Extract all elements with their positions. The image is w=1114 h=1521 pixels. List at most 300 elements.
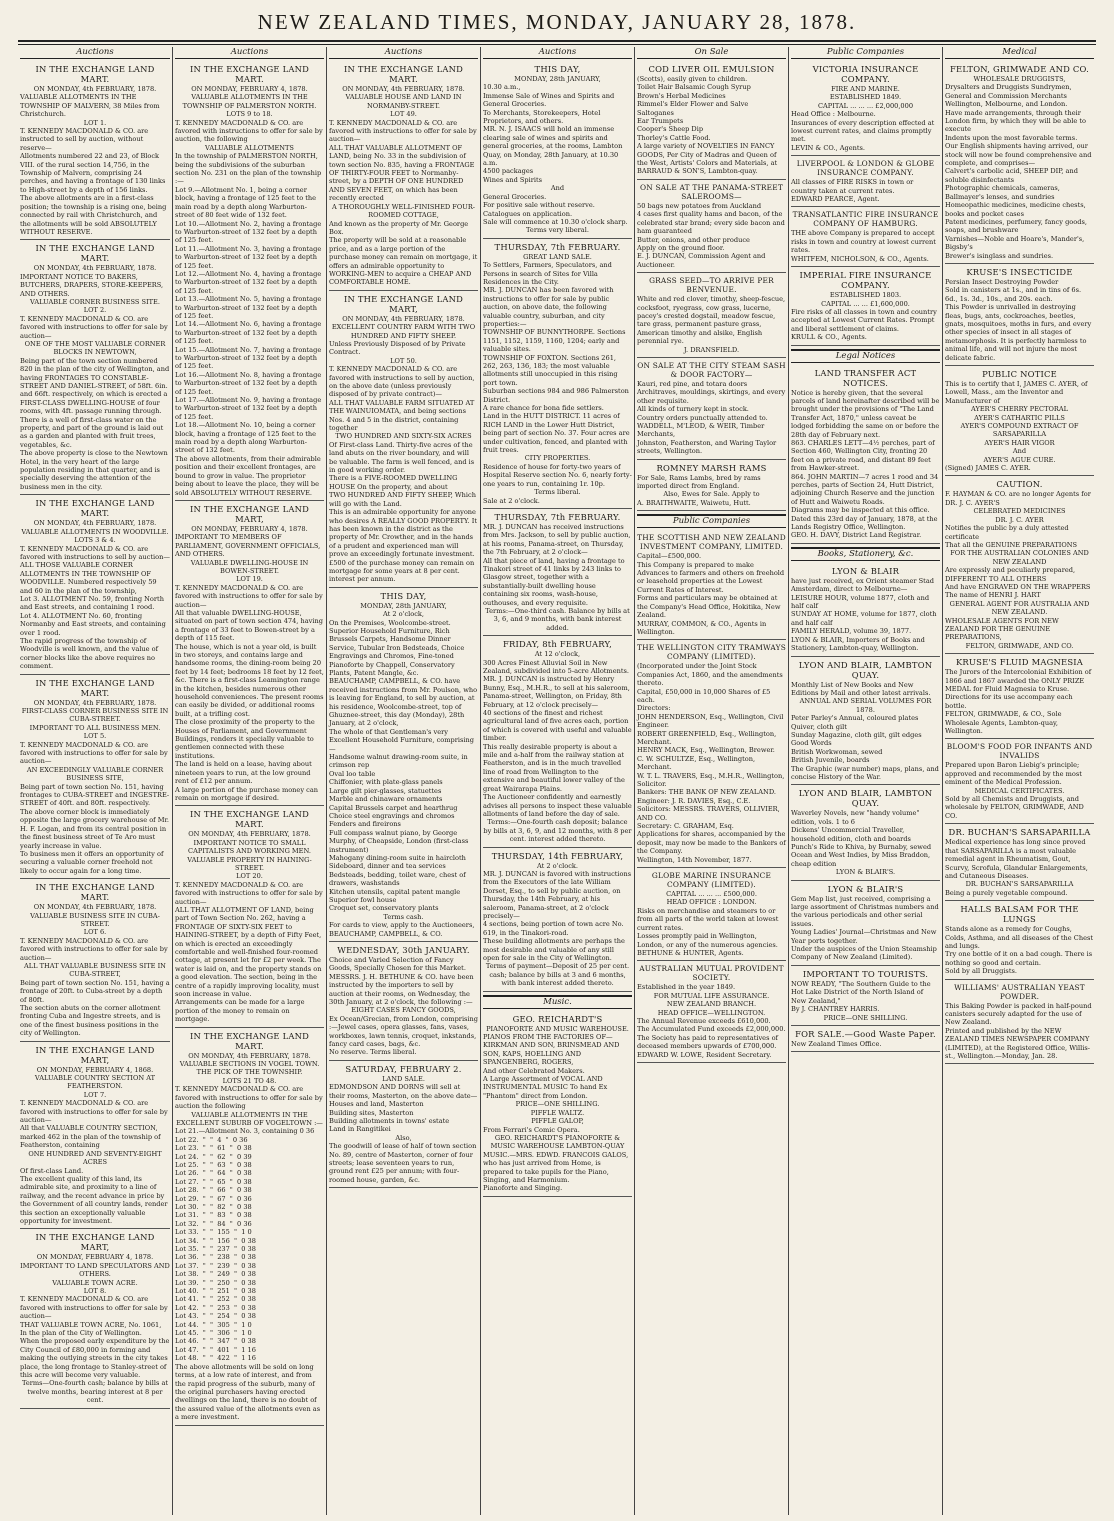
advertisement-line: T. KENNEDY MACDONALD & CO. are favored with instructions to offer for sale by auction—	[20, 740, 170, 766]
advertisement	[791, 61, 940, 156]
advertisement-line: These building allotments are perhaps the most desirable and valuable of any still open for sale in the City of Wellington.	[483, 937, 627, 962]
section-heading: Public Companies	[637, 514, 786, 528]
advertisement-line: All kinds of turnery kept in stock.	[637, 405, 749, 414]
advertisement-line: Good Words	[791, 739, 832, 748]
column-heading: Medical	[945, 47, 1094, 59]
advertisement-line: Lot 10.—Allotment No. 2, having a frontage to Warburton-street of 132 feet by a depth of 125 feet.	[175, 219, 324, 245]
advertisement-line: Young Ladies' Journal—Christmas and New Year ports together.	[791, 928, 939, 945]
advertisement	[791, 881, 940, 966]
advertisement-heading: THE WELLINGTON CITY TRAMWAYS COMPANY (LIMITED).	[637, 643, 786, 662]
advertisement-line: Bedsteads, bedding, toilet ware, chest of drawers, washstands	[329, 870, 468, 888]
advertisement-line: Saltoganes	[637, 108, 674, 117]
advertisement-heading: GEO. REICHARDT'S	[512, 1013, 603, 1024]
advertisement-line: To Settlers, Farmers, Speculators, and Persons in search of Sites for Villa Residences in the City.	[483, 261, 614, 286]
advertisement-line: F. HAYMAN & CO. are no longer Agents for DR. J. C. AYER'S	[945, 490, 1093, 507]
advertisement-line: Chiffonier, with plate-glass panels	[329, 778, 443, 787]
advertisement-heading: IN THE EXCHANGE LAND MART.	[189, 809, 310, 830]
advertisement-heading: LYON & BLAIR	[831, 565, 900, 576]
advertisement-line: In the township of PALMERSTON NORTH, being the subdivisions of the suburban section No. 231 on the plan of the township :—	[175, 152, 324, 186]
advertisement-line: The whole of that Gentleman's very Excellent Household Furniture, comprising—	[329, 727, 474, 753]
advertisement-line: VALUABLE DWELLING-HOUSE IN BOWEN-STREET.	[190, 558, 311, 575]
advertisement-line: AYER'S AGUE CURE.	[983, 455, 1056, 464]
advertisement-line: C. W. SCHULTZE, Esq., Wellington, Merchant.	[637, 754, 758, 772]
advertisement	[945, 739, 1094, 824]
advertisement-heading: TRANSATLANTIC FIRE INSURANCE COMPANY OF HAMBURG.	[792, 210, 939, 229]
advertisement-line: Lot 17.—Allotment No. 9, having a frontage to Warburton-street of 132 feet by a depth of 125 feet.	[175, 396, 324, 421]
advertisement-line: Lot 12.—Allotment No. 4, having a frontage to Warburton-street of 132 feet by a depth of 125 feet.	[175, 269, 324, 295]
advertisement-line: This Baking Powder is packed in half-pound canisters securely adapted for the use of New Zealand.	[945, 1001, 1094, 1027]
advertisement-line: Lot 35. " " 237 " 0 38	[175, 1245, 256, 1253]
advertisement-line: T. KENNEDY MACDONALD & CO. are favored with instructions to offer for sale by auction the following	[175, 1085, 325, 1111]
advertisement-line: Being part of town section No. 151, having frontages to CUBA-STREET and INGESTRE-STREET of 40ft. and 80ft. respectively.	[20, 782, 170, 808]
advertisement-heading: THE SCOTTISH AND NEW ZEALAND INVESTMENT COMPANY, LIMITED.	[637, 533, 786, 552]
advertisement-line: The name of HENRI J. HART	[945, 591, 1041, 600]
advertisement	[483, 636, 632, 847]
advertisement-line: Terms very liberal.	[526, 226, 589, 235]
advertisement	[483, 848, 632, 992]
advertisement-line: VALUABLE BUSINESS SITE IN CUBA-STREET.	[30, 911, 160, 928]
advertisement	[483, 239, 632, 509]
advertisement-line: Directors:	[637, 704, 671, 713]
advertisement-line: Prepared upon Baron Liebig's principle; approved and recommended by the most eminent of the Medical Profession.	[945, 761, 1085, 787]
advertisement-line: The above property is close to the Newtown Hotel, in the very heart of the large population residing in that quarter, and is specially deserving the attention of the business men in the city.	[20, 449, 170, 491]
advertisement-line: MR. J. DUNCAN has been favored with instructions to offer for sale by public auction, on above date, the following valuable country, suburban, and city properties:—	[483, 286, 616, 328]
advertisement-line: EDMONDSON AND DORNS will sell at their rooms, Masterton, on the above date—	[329, 1083, 478, 1100]
advertisement-line: PIFFLE WALTZ.	[530, 1108, 585, 1117]
advertisement-line: VALUABLE TOWN ACRE.	[52, 1278, 138, 1287]
advertisement-line: The above allotments, from their admirable position and their excellent frontages, are bound to grow in value. The proprietor being about to leave the place, they will be sold ABSOLUTELY WITHOUT RESERVE.	[175, 454, 323, 497]
advertisement-heading: AUSTRALIAN MUTUAL PROVIDENT SOCIETY.	[639, 964, 784, 983]
advertisement-line: New Zealand Times Office.	[791, 1039, 882, 1048]
advertisement-line: And known as the property of Mr. George Box.	[329, 219, 471, 236]
advertisement	[637, 961, 786, 1063]
advertisement-line: A. BRAITHWAITE, Waiwetu, Hutt.	[637, 498, 751, 507]
advertisement	[945, 476, 1094, 654]
advertisement-line: Capital, £50,000 in 10,000 Shares of £5 each.	[637, 687, 773, 704]
advertisement-line: On the Premises, Woolcombe-street.	[329, 618, 451, 627]
advertisement-line: MURRAY, COMMON, & CO., Agents in Wellington.	[637, 619, 769, 636]
advertisement	[20, 675, 170, 880]
advertisement	[329, 1061, 478, 1188]
advertisement-heading: BLOOM'S FOOD FOR INFANTS AND INVALIDS	[946, 742, 1093, 761]
advertisement-line: HEAD OFFICE—WELLINGTON.	[657, 1008, 766, 1017]
advertisement-line: Brewer's isinglass and sundries.	[945, 251, 1054, 260]
advertisement-line: TWO HUNDRED AND SIXTY-SIX ACRES	[335, 432, 472, 441]
advertisement-line: Superior Household Furniture, Rich Brussels Carpets, Handsome Dinner Service, Tubular Iron Bedsteads, Choice Engravings and Chromos, Fine-toned Pianoforte by Chappell, Conservatory Plants, Patent Mangle, &c.	[329, 626, 467, 677]
advertisement-line: Ocean and West Indies, by Miss Braddon, cheap edition	[791, 851, 933, 868]
advertisement-line: Building allotments in towns' estate	[329, 1116, 450, 1125]
advertisement-line: In the plan of the City of Wellington.	[20, 1329, 142, 1337]
column-heading: Auctions	[483, 47, 632, 59]
column-heading: On Sale	[637, 47, 786, 59]
advertisement	[945, 61, 1094, 264]
advertisement-line: Lot 22. " " 4 " 0 36	[175, 1135, 248, 1144]
advertisement-line: British Juvenile, boards	[791, 756, 870, 765]
advertisement-line: MESSRS. J. H. BETHUNE & CO. have been instructed by the importers to sell by auction at their rooms, on Wednesday, the 30th January, at 2 o'clock, the following :—	[329, 972, 476, 1007]
advertisement-line: VALUABLE ALLOTMENTS IN THE TOWNSHIP OF PALMERSTON NORTH.	[182, 93, 317, 110]
advertisement-line: TWO HUNDRED AND FIFTY SHEEP, Which will go with the Land.	[329, 491, 479, 508]
advertisement-line: The property will be sold at a reasonable price, and as a large portion of the purchase money can remain on mortgage, it offers an admirable opportunity to WORKING-MEN to acquire a CHEAP AND COMFORTABLE HOME.	[329, 236, 480, 287]
advertisement-heading: FRIDAY, 8th FEBRUARY,	[503, 639, 612, 650]
advertisement-line: Sideboard, dinner and tea services	[329, 862, 446, 871]
advertisement-line: Homeopathic medicines, medicine chests, books and pocket cases	[945, 201, 1088, 218]
advertisement-line: Applications for shares, accompanied by the deposit, may now be made to the Bankers of the Company.	[637, 830, 788, 856]
advertisement-heading: IN THE EXCHANGE LAND MART.	[35, 677, 155, 698]
advertisement-line: This Company is prepared to make Advances to farmers and others on freehold or leasehold properties at the Lowest Current Rates of Interest.	[637, 560, 787, 594]
advertisement-line: Lot 32. " " 84 " 0 36	[175, 1219, 252, 1228]
advertisement-heading: IMPERIAL FIRE INSURANCE COMPANY.	[799, 270, 932, 291]
advertisement	[483, 509, 632, 636]
masthead-rule-thin	[18, 44, 1096, 45]
advertisement-line: A THOROUGHLY WELL-FINISHED FOUR-ROOMED COTTAGE,	[331, 202, 476, 220]
advertisement	[791, 365, 940, 544]
advertisement	[20, 61, 170, 240]
advertisement	[637, 273, 786, 358]
advertisement-line: Lot 27. " " 65 " 0 38	[175, 1177, 252, 1186]
advertisement	[791, 156, 940, 207]
advertisement-line: FELTON, GRIMWADE, AND CO.	[965, 641, 1074, 650]
advertisement	[945, 901, 1094, 979]
advertisement-line: ON MONDAY, 4th FEBRUARY, 1878.	[188, 1051, 311, 1060]
advertisement-line: Immense Sale of Wines and Spirits and General Groceries.	[483, 91, 617, 109]
advertisement-line: Dickens' Uncommercial Traveller, household edition, cloth and boards	[791, 826, 911, 843]
advertisement-heading: ROMNEY MARSH RAMS	[656, 462, 767, 473]
column-heading: Auctions	[329, 47, 478, 59]
advertisement-heading: SATURDAY, FEBRUARY 2.	[345, 1063, 462, 1074]
advertisement-heading: GRASS SEED—TO ARRIVE PER BENVENUE.	[649, 276, 774, 295]
advertisement-line: Are expressly and peculiarly prepared, DIFFERENT TO ALL OTHERS	[945, 566, 1078, 583]
advertisement-line: T. KENNEDY MACDONALD & CO. are favored with instructions to offer for sale by auction—	[175, 880, 325, 906]
advertisement	[637, 61, 786, 180]
advertisement-line: MONDAY, 28th JANUARY,	[360, 601, 447, 610]
advertisement-line: The Annual Revenue exceeds £610,000.	[637, 1016, 771, 1025]
advertisement-line: SUNDAY AT HOME, volume for 1877, cloth and half calf	[791, 610, 939, 627]
advertisement-line: 300 Acres Finest Alluvial Soil in New Zealand, subdivided into 5-acre Allotments.	[483, 658, 629, 675]
advertisement-line: WHOLESALE AGENTS FOR NEW ZEALAND FOR THE GENUINE PREPARATIONS,	[945, 616, 1061, 642]
advertisement-line: Stands alone as a remedy for Coughs, Colds, Asthma, and all diseases of the Chest and lungs.	[945, 925, 1096, 950]
advertisement-line: 40 sections of the finest and richest agricultural land of five acres each, portion of which is covered with useful and valuable timber.	[483, 709, 634, 743]
advertisement-line: LOT 2.	[83, 306, 107, 315]
advertisement-line: LOT 49.	[390, 110, 417, 119]
section-heading: Books, Stationery, &c.	[791, 547, 940, 561]
advertisement-line: A Large Assortment of VOCAL AND INSTRUMENTAL MUSIC To hand Ex "Phantom" direct from London.	[483, 1075, 610, 1100]
advertisement-line: 4 sections, being portion of town acre No. 619, in the Tinakori-road.	[483, 920, 626, 937]
advertisement	[175, 1028, 324, 1426]
advertisement-line: Have made arrangements, through their London firm, by which they will be able to execute	[945, 108, 1089, 134]
column-2	[172, 47, 326, 1515]
section-heading: Music.	[483, 995, 632, 1009]
advertisement-line: Lot 42. " " 253 " 0 38	[175, 1303, 256, 1312]
advertisement-line: A large variety of NOVELTIES IN FANCY GOODS, Per City of Madras and Queen of the West, Artists' Colors and Materials, at	[637, 142, 779, 168]
advertisement	[945, 824, 1094, 901]
advertisement-line: Lot 29. " " 67 " 0 36	[175, 1194, 252, 1203]
advertisement-line: LOTS 3 & 4.	[74, 536, 116, 545]
advertisement-line: Toilet Hair Balsamic Cough Syrup	[637, 83, 751, 92]
advertisement-line: EDWARD W. LOWE, Resident Secretary.	[637, 1050, 772, 1059]
column-6	[788, 47, 942, 1515]
advertisement-line: Lot 26. " " 64 " 0 38	[175, 1169, 252, 1178]
advertisement-line: Persian Insect Destroying Powder	[945, 277, 1059, 286]
advertisement-line: Ear Trumpets	[637, 117, 684, 126]
advertisement-line: Drysalters and Druggists Sundrymen,	[945, 83, 1072, 92]
advertisement-line: Fire risks of all classes in town and country accepted at Lowest Current Rates. Prompt and liberal settlement of claims.	[791, 307, 939, 333]
advertisement-line: LEVIN & CO., Agents.	[791, 143, 866, 152]
advertisement-line: Lot 36. " " 238 " 0 38	[175, 1253, 256, 1262]
advertisement-line: From Ferrari's Comic Opera.	[483, 1125, 580, 1134]
advertisement-line: CAPITAL ... ... £1,600,000.	[821, 299, 910, 308]
advertisement-line: All that valuable DWELLING-HOUSE, situated on part of town section 474, having a frontage of 33 feet to Bowen-street by a depth of 115 feet.	[175, 608, 326, 643]
advertisement-line: Lot 30. " " 82 " 0 38	[175, 1202, 252, 1211]
advertisement-line: 4 cases first quality hams and bacon, of the celebrated star brand; every side bacon and ham guaranteed	[637, 210, 787, 236]
advertisement-line: LOT 20.	[236, 872, 263, 881]
advertisement-line: Lot 41. " " 252 " 0 38	[175, 1295, 256, 1304]
advertisement-line: Lot 11.—Allotment No. 3, having a frontage to Warburton-street of 132 feet by a depth of 125 feet.	[175, 244, 324, 270]
advertisement-line: 50 bags new potatoes from Auckland	[637, 201, 762, 210]
advertisement-line: JOHN HENDERSON, Esq., Wellington, Civil Engineer.	[637, 712, 786, 730]
advertisement-heading: GLOBE MARINE INSURANCE COMPANY (LIMITED).	[651, 871, 772, 890]
advertisement	[791, 657, 940, 786]
advertisement-heading: LYON AND BLAIR, LAMBTON QUAY.	[798, 659, 933, 680]
advertisement-line: Sold by all Druggists.	[945, 967, 1017, 976]
advertisement-heading: WILLIAMS' AUSTRALIAN YEAST POWDER.	[954, 982, 1085, 1001]
advertisement-line: £500 of the purchase money can remain on mortgage for some years at 8 per cent. interest per annum.	[329, 558, 477, 584]
advertisement-line: WHITFEM, NICHOLSON, & CO., Agents.	[791, 254, 929, 263]
advertisement-line: NOW READY, "The Southern Guide to the Hot Lake District of the North Island of New Zealand,"	[791, 979, 933, 1005]
advertisement-line: Under the auspices of the Union Steamship Company of New Zealand (Limited).	[791, 945, 939, 962]
advertisement	[945, 654, 1094, 739]
advertisement-line: The land is held on a lease, having about nineteen years to run, at the low ground rent of £12 per annum.	[175, 760, 314, 786]
advertisement-line: PIANOFORTE AND MUSIC WAREHOUSE.	[486, 1024, 629, 1033]
advertisement-line: Notice is hereby given, that the several parcels of land hereinafter described will be brought under the provisions of "The Land Transfer Act, 1870," unless caveat be lodged forbidding the same on or before the 28th day of February next.	[791, 388, 942, 439]
advertisement-line: A rare chance for bona fide settlers.	[483, 404, 604, 413]
advertisement	[791, 785, 940, 880]
advertisement-line: For Sale, Rams Lambs, bred by rams imported direct from England.	[637, 473, 763, 491]
advertisement-heading: IN THE EXCHANGE LAND MART.	[343, 64, 464, 84]
advertisement	[483, 61, 632, 239]
advertisement-line: ON MONDAY, 4th FEBRUARY, 1878.	[342, 85, 465, 93]
advertisement-line: This really desirable property is about a mile and a-half from the railway station at Featherston, and is in the much travelled line of road from Wellington to the extensive and beautiful lower valley of the great Wairarapa Plains.	[483, 742, 627, 793]
advertisement-line: Of first-class Land.	[20, 1166, 84, 1175]
advertisement-line: The above allotments will be sold on long terms, at a low rate of interest, and from the rapid progress of the suburb, many of the original purchasers having erected dwellings on the land, there is no doubt of the assured value of the allotments even as a mere investment.	[175, 1362, 323, 1422]
advertisement-heading: KRUSE'S FLUID MAGNESIA	[955, 657, 1084, 668]
advertisement-line: LOT 8.	[83, 1286, 107, 1295]
advertisement-line: The Auctioneer confidently and earnestly advises all persons to inspect these valuable allotments of land before the day of sale.	[483, 793, 634, 818]
advertisement-line: BETHUNE & HUNTER, Agents.	[637, 948, 744, 957]
advertisement-line: Houses and land, Masterton	[329, 1100, 424, 1109]
advertisement-line: VALUABLE ALLOTMENTS	[205, 143, 294, 152]
advertisement-line: LOT 5.	[83, 732, 107, 741]
advertisement-line: T. KENNEDY MACDONALD & CO. are favored with instructions to sell by auction, on the above date (unless previously disposed of by private contract)—	[329, 365, 477, 399]
column-heading: Auctions	[175, 47, 324, 59]
advertisement-line: TOWNSHIP OF BUNNYTHORPE. Sections 1151, 1152, 1159, 1160, 1204; early and valuable sites.	[483, 328, 628, 354]
advertisement	[175, 806, 324, 1027]
advertisement-line: Insurances of every description effected at lowest current rates, and claims promptly met.	[791, 118, 937, 144]
advertisement-line: Varnishes—Noble and Hoare's, Mander's, Bigsby's	[945, 234, 1087, 252]
advertisement	[791, 207, 940, 267]
column-heading: Public Companies	[791, 47, 940, 59]
columns	[18, 47, 1098, 1515]
advertisement-line: T. KENNEDY MACDONALD & CO. are favored with instructions to offer for sale by auction—	[329, 118, 479, 144]
advertisement-line: (Scotts), easily given to children.	[637, 75, 748, 83]
advertisement-line: CAPITAL ... ... ... £500,000.	[666, 890, 757, 899]
advertisement-heading: CAUTION.	[996, 479, 1043, 490]
advertisement-line: Lot 4. ALLOTMENT No. 60, fronting Normanby and East streets, and containing over 1 rood.	[20, 611, 168, 637]
advertisement-line: IMPORTANT TO LAND SPECULATORS AND OTHERS.	[20, 1261, 172, 1279]
advertisement-heading: KRUSE'S INSECTICIDE	[966, 266, 1073, 277]
advertisement-line: The Society has paid to representatives of deceased members upwards of £700,000.	[637, 1033, 781, 1051]
advertisement-line: Being a purely vegetable compound.	[945, 888, 1068, 897]
advertisement-line: IMPORTANT TO ALL BUSINESS MEN.	[29, 723, 161, 732]
advertisement-line: For cards to view, apply to the Auctioneers, BEAUCHAMP, CAMPBELL, & CO.	[329, 921, 477, 938]
advertisement-line: Building sites, Masterton	[329, 1108, 414, 1117]
advertisement-line: Head Office : Melbourne.	[791, 110, 876, 119]
advertisement	[329, 61, 478, 291]
advertisement-line: Terms liberal.	[534, 488, 581, 497]
advertisement-heading: THIS DAY,	[534, 64, 581, 74]
advertisement-line: EDWARD PEARCE, Agent.	[791, 195, 880, 204]
advertisement-line: Pianoforte and Singing.	[483, 1184, 563, 1193]
advertisement-heading: DR. BUCHAN'S SARSAPARILLA	[948, 827, 1091, 838]
advertisement	[637, 460, 786, 512]
advertisement-line: Printed and published by the NEW ZEALAND TIMES NEWSPAPER COMPANY (LIMITED), at the Registered Office, Willis-st., Wellington.—Monday, Jan. 28.	[945, 1026, 1092, 1060]
advertisement-heading: IN THE EXCHANGE LAND MART.	[189, 64, 310, 84]
advertisement-line: (Incorporated under the Joint Stock Companies Act, 1860, and the amendments thereto.	[637, 662, 785, 688]
advertisement-line: Bankers: THE BANK OF NEW ZEALAND.	[637, 788, 776, 797]
advertisement-line: Suburban sections 984 and 986 Palmerston District.	[483, 387, 632, 404]
advertisement-line: Lot 43. " " 254 " 0 38	[175, 1312, 256, 1321]
advertisement-heading: FELTON, GRIMWADE AND CO.	[950, 64, 1089, 74]
advertisement-line: Johnston, Featherston, and Waring Taylor streets, Wellington.	[637, 438, 779, 456]
advertisement-line: Handsome walnut drawing-room suite, in crimson rep	[329, 753, 470, 770]
advertisement-line: Catalogues on application.	[483, 209, 573, 218]
advertisement-line: No reserve. Terms liberal.	[329, 1048, 417, 1057]
advertisement-line: EIGHT CASES FANCY GOODS,	[351, 1006, 456, 1015]
advertisement-line: And	[550, 184, 565, 193]
advertisement-line: ON MONDAY, FEBRUARY 4, 1878.	[191, 85, 308, 93]
advertisement-line: ON MONDAY, 4th FEBRUARY, 1878.	[33, 519, 157, 528]
advertisement-line: Wines and Spirits	[483, 175, 543, 184]
advertisement-line: FAMILY HERALD, volume 39, 1877.	[791, 627, 912, 636]
advertisement-line: LOTS 9 to 18.	[226, 110, 273, 119]
advertisement-line: LOT 50.	[390, 356, 417, 365]
advertisement-line: Capital Brussels carpet and hearthrug	[329, 803, 458, 812]
advertisement-line: The close proximity of the property to the Houses of Parliament, and Government Buildings, renders it specially valuable to gentlemen connected with these institutions.	[175, 718, 317, 760]
advertisement-line: THE PICK OF THE TOWNSHIP.	[196, 1068, 303, 1077]
advertisement-line: Arrangements can be made for a large portion of the money to remain on mortgage.	[175, 998, 307, 1024]
advertisement-line: TOWNSHIP OF FOXTON. Sections 261, 262, 263, 136, 183; the most valuable allotments still unoccupied in this rising port town.	[483, 353, 620, 387]
advertisement-line: Lot 31. " " 83 " 0 38	[175, 1211, 252, 1220]
advertisement	[20, 240, 170, 495]
advertisement-line: HEAD OFFICE : LONDON.	[666, 898, 757, 907]
advertisement-line: GEO. H. DAVY, District Land Registrar.	[791, 531, 922, 540]
advertisement-line: Dated this 23rd day of January, 1878, at the Lands Registry Office, Wellington.	[791, 514, 940, 532]
advertisement-line: ON MONDAY, 4th FEBRUARY, 1878.	[188, 830, 311, 839]
column-1	[18, 47, 172, 1515]
advertisement-line: Choice and Varied Selection of Fancy Goods, Specially Chosen for this Market.	[329, 956, 466, 973]
advertisement-line: ONE HUNDRED AND SEVENTY-EIGHT ACRES	[28, 1149, 164, 1167]
advertisement-line: WHOLESALE DRUGGISTS,	[973, 75, 1066, 83]
advertisement-line: Being part of town section No. 151, having a frontage of 20ft. to Cuba-street by a depth of 80ft.	[20, 978, 172, 1004]
advertisement-line: Unless Previously Disposed of by Private Contract.	[329, 339, 468, 357]
advertisement	[637, 358, 786, 460]
advertisement-line: Lot 3. ALLOTMENT No. 59, fronting North and East streets, and containing 1 rood.	[20, 594, 167, 612]
advertisement-line: The above allotments are in a first-class position; the township is a rising one, being connected by rail with Christchurch, and the allotments will be sold ABSOLUTELY WITHOUT RESERVE.	[20, 194, 169, 236]
advertisement-line: E. J. DUNCAN, Commission Agent and Auctioneer.	[637, 252, 768, 269]
advertisement-heading: IN THE EXCHANGE LAND MART,	[35, 1232, 155, 1253]
advertisement-line: IMPORTANT TO MEMBERS OF PARLIAMENT, GOVERNMENT OFFICIALS, AND OTHERS.	[175, 533, 323, 559]
advertisement-line: Lot 25. " " 63 " 0 38	[175, 1160, 252, 1169]
advertisement-line: LOT 7.	[83, 1090, 107, 1099]
advertisement-heading: IN THE EXCHANGE LAND MART,	[35, 1044, 155, 1065]
advertisement-line: Monthly List of New Books and New Editions by Mail and other latest arrivals.	[791, 680, 931, 697]
advertisement-line: BEAUCHAMP, CAMPBELL, & CO. have received instructions from Mr. Poulson, who is leaving for England, to sell by auction, at his residence, Woolcombe-street, top of Ghuznee-street, this day (Monday), 28th January, at 2 o'clock,	[329, 677, 480, 728]
advertisement	[329, 588, 478, 942]
advertisement-line: When the proposed early expenditure by the City Council of £80,000 in forming and making the outlying streets in the city takes place, the long frontage to Stanley-street of this acre will become very valuable.	[20, 1337, 172, 1380]
advertisement-line: British Workwoman, sewed	[791, 747, 883, 756]
advertisement-line: Wellington, Melbourne, and London.	[945, 100, 1068, 109]
advertisement-line: Lot 16.—Allotment No. 8, having a frontage to Warburton-street of 132 feet by a depth of 125 feet.	[175, 370, 324, 396]
advertisement-line: 864. JOHN MARTIN—7 acres 1 rood and 34 perches, parts of Section 24, Hutt District, adjoining Church Reserve and the junction of Hutt and Waiwetu Roads.	[791, 472, 941, 506]
advertisement-line: PIANOS FROM THE FACTORIES OF—KIRKMAN AND SON, BRINSMEAD AND SON, KAPS, HOELLING AND SPANGENBERG, ROGERS,	[483, 1033, 622, 1067]
advertisement-line: VALUABLE PROPERTY IN HAINING-STREET.	[187, 855, 312, 872]
advertisement-line: Allotments numbered 22 and 23, of Block VIII. of the rural section 14,756, in the Township of Malvern, comprising 24 perches, and having a frontage of 130 links to High-street by a depth of 156 links.	[20, 152, 168, 194]
advertisement-line: ESTABLISHED 1803.	[829, 291, 902, 300]
advertisement-line: For positive sale without reserve.	[483, 201, 595, 210]
advertisement-line: T. KENNEDY MACDONALD & CO. are instructed to sell by auction, without reserve—	[20, 127, 151, 152]
advertisement-line: Cooper's Sheep Dip	[637, 125, 704, 134]
advertisement-line: Lot 9.—Allotment No. 1, being a corner block, having a frontage of 125 feet to the main road by a depth along Warburton-street of 80 feet wide of 132 feet.	[175, 185, 319, 220]
advertisement-line: The above corner block is immediately opposite the large grocery warehouse of Mr. H. F. Logan, and from its central position in the finest business street of Te Aro must yearly increase in value.	[20, 807, 172, 850]
advertisement-line: FIRE AND MARINE.	[831, 85, 900, 93]
advertisement-heading: LYON AND BLAIR, LAMBTON QUAY.	[798, 788, 933, 809]
advertisement-line: Marble and chinaware ornaments	[329, 795, 443, 804]
advertisement-line: Punch's Ride to Khiva, by Burnaby, sewed	[791, 843, 932, 851]
advertisement-line: PRICE—ONE SHILLING.	[515, 1100, 600, 1109]
advertisement-line: ROBERT GREENFIELD, Esq., Wellington, Merchant.	[637, 729, 779, 746]
advertisement-line: Lot 39. " " 250 " 0 38	[175, 1278, 256, 1287]
advertisement-heading: WEDNESDAY, 30th JANUARY.	[337, 945, 470, 955]
advertisement-line: Quiver, cloth gilt	[791, 722, 847, 731]
advertisement-heading: IN THE EXCHANGE LAND MART.	[189, 1030, 310, 1051]
advertisement-line: Architraves, mouldings, skirtings, and every other requisite.	[637, 388, 788, 405]
advertisement-line: Lot 28. " " 66 " 0 38	[175, 1186, 252, 1195]
advertisement	[329, 942, 478, 1061]
advertisement-line: Butter, onions, and other produce	[637, 235, 750, 244]
advertisement-heading: IMPORTANT TO TOURISTS.	[802, 968, 929, 979]
advertisement-line: Oval loo table	[329, 769, 376, 778]
advertisement-line: THE above Company is prepared to accept risks in town and country at lowest current rates.	[791, 229, 939, 255]
advertisement-line: At 2 o'clock,	[382, 610, 425, 619]
advertisement-line: LEISURE HOUR, volume 1877, cloth and half calf	[791, 593, 932, 611]
advertisement-line: IMPORTANT NOTICE TO SMALL CAPITALISTS AND WORKING MEN.	[188, 838, 311, 856]
advertisement-line: At 2 o'clock.	[536, 861, 579, 870]
advertisement-line: And have ENGRAVED ON THE WRAPPERS	[945, 582, 1091, 591]
advertisement-line: Choice steel engravings and chromos	[329, 811, 455, 820]
advertisement-line: Lot 40. " " 251 " 0 38	[175, 1287, 256, 1296]
advertisement-line: Lot 34. " " 156 " 0 38	[175, 1236, 256, 1245]
advertisement	[637, 180, 786, 273]
advertisement-line: Medical experience has long since proved that SARSAPARILLA is a most valuable remedial agent in Rheumatism, Gout, Scurvy, Scrofula, Glandular Enlargements, and Cutaneous Diseases.	[945, 838, 1090, 880]
advertisement-line: W. T. L. TRAVERS, Esq., M.H.R., Wellington, Solicitor.	[637, 771, 787, 788]
advertisement-line: FIRST-CLASS CORNER BUSINESS SITE IN CUBA-STREET.	[21, 707, 171, 724]
advertisement-line: Risks on merchandise and steamers to or from all parts of the world taken at lowest current rates.	[637, 906, 781, 932]
advertisement-line: Kauri, red pine, and totara doors	[637, 379, 748, 388]
advertisement-line: T. KENNEDY MACDONALD & CO. are favored with instructions to offer for sale by auction—	[20, 314, 170, 340]
advertisement-heading: IN THE EXCHANGE LAND MART.	[35, 243, 155, 264]
advertisement-line: This Powder is unrivalled in destroying fleas, bugs, ants, cockroaches, beetles, gnats, mosquitoes, moths in furs, and every other species of insect in all stages of metamorphosis. It is perfectly harmless to animal life, and will not injure the most delicate fabric.	[945, 303, 1094, 362]
advertisement-line: Patent medicines, perfumery, fancy goods, soaps, and brushware	[945, 217, 1090, 235]
advertisement-line: VALUABLE SECTIONS IN VOGEL TOWN.	[179, 1060, 320, 1069]
